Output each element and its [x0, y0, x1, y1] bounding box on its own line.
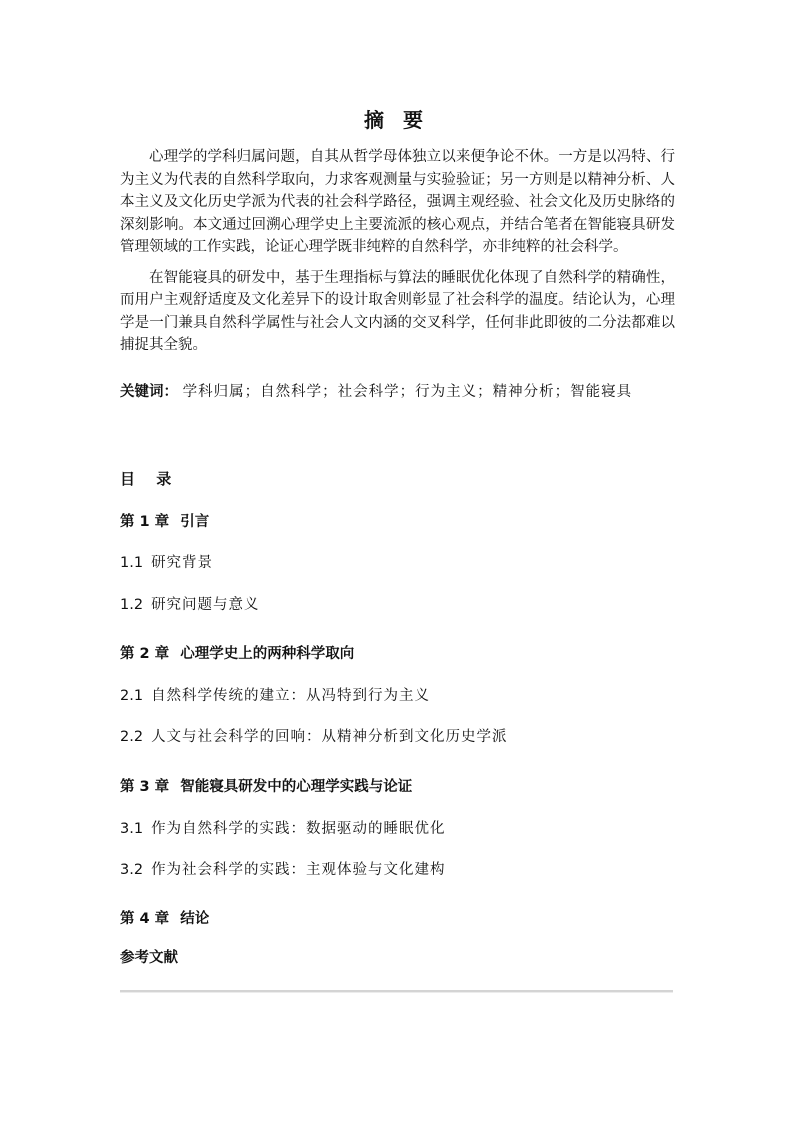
toc-section-3-1[interactable] [120, 817, 446, 838]
toc-chapter-number: 第 3 章 [120, 779, 170, 795]
toc-references[interactable]: 参考文献 [120, 949, 178, 966]
toc-section-number: 3.1 [120, 821, 144, 837]
toc-section-2-1[interactable] [120, 684, 430, 705]
abstract-body [120, 146, 675, 365]
toc-section-number: 1.1 [120, 555, 144, 571]
toc-chapter-title: 心理学史上的两种科学取向 [180, 645, 355, 662]
toc-section-number: 1.2 [120, 597, 144, 613]
toc-section-number: 2.1 [120, 688, 144, 704]
keywords-line [120, 381, 680, 403]
toc-section-number: 3.2 [120, 862, 144, 878]
toc-section-title: 人文与社会科学的回响：从精神分析到文化历史学派 [151, 729, 508, 745]
toc-chapter-1[interactable] [120, 510, 209, 531]
toc-chapter-number: 第 1 章 [120, 514, 170, 530]
toc-chapter-4[interactable] [120, 907, 209, 928]
abstract-title: 摘 要 [364, 108, 429, 132]
toc-heading: 目 录 [120, 470, 180, 488]
abstract-paragraph-2: 在智能寝具的研发中，基于生理指标与算法的睡眠优化体现了自然科学的精确性，而用户主观舒适度及文化差异下的设计取舍则彰显了社会科学的温度。结论认为，心理学是一门兼具自然科学属性与社会人文内涵的交叉科学，任何非此即彼的二分法都难以捕捉其全貌。 [120, 269, 675, 353]
toc-section-title: 作为社会科学的实践：主观体验与文化建构 [151, 862, 446, 878]
toc-section-title: 研究背景 [151, 555, 214, 571]
toc-chapter-title: 结论 [180, 910, 210, 927]
toc-section-title: 作为自然科学的实践：数据驱动的睡眠优化 [151, 821, 446, 837]
toc-section-3-2[interactable] [120, 858, 446, 879]
keywords-list: 学科归属；自然科学；社会科学；行为主义；精神分析；智能寝具 [182, 384, 633, 400]
toc-chapter-title: 引言 [180, 513, 210, 530]
toc-chapter-3[interactable] [120, 775, 412, 796]
toc-section-1-2[interactable] [120, 593, 260, 614]
toc-section-1-1[interactable] [120, 551, 213, 572]
toc-section-number: 2.2 [120, 729, 144, 745]
toc-chapter-number: 第 2 章 [120, 646, 170, 662]
page-divider [120, 990, 673, 993]
toc-chapter-number: 第 4 章 [120, 911, 170, 927]
toc-section-title: 研究问题与意义 [151, 597, 260, 613]
toc-chapter-title: 智能寝具研发中的心理学实践与论证 [180, 778, 413, 795]
toc-section-2-2[interactable] [120, 725, 508, 746]
toc-section-title: 自然科学传统的建立：从冯特到行为主义 [151, 688, 431, 704]
toc-chapter-2[interactable] [120, 642, 354, 663]
keywords-label: 关键词： [120, 384, 178, 400]
abstract-paragraph-1: 心理学的学科归属问题，自其从哲学母体独立以来便争论不休。一方是以冯特、行为主义为代表的自然科学取向，力求客观测量与实验验证；另一方则是以精神分析、人本主义及文化历史学派为代表的社会科学路径，强调主观经验、社会文化及历史脉络的深刻影响。本文通过回溯心理学史上主要流派的核心观点，并结合笔者在智能寝具研发管理领域的工作实践，论证心理学既非纯粹的自然科学，亦非纯粹的社会科学。 [120, 149, 675, 255]
